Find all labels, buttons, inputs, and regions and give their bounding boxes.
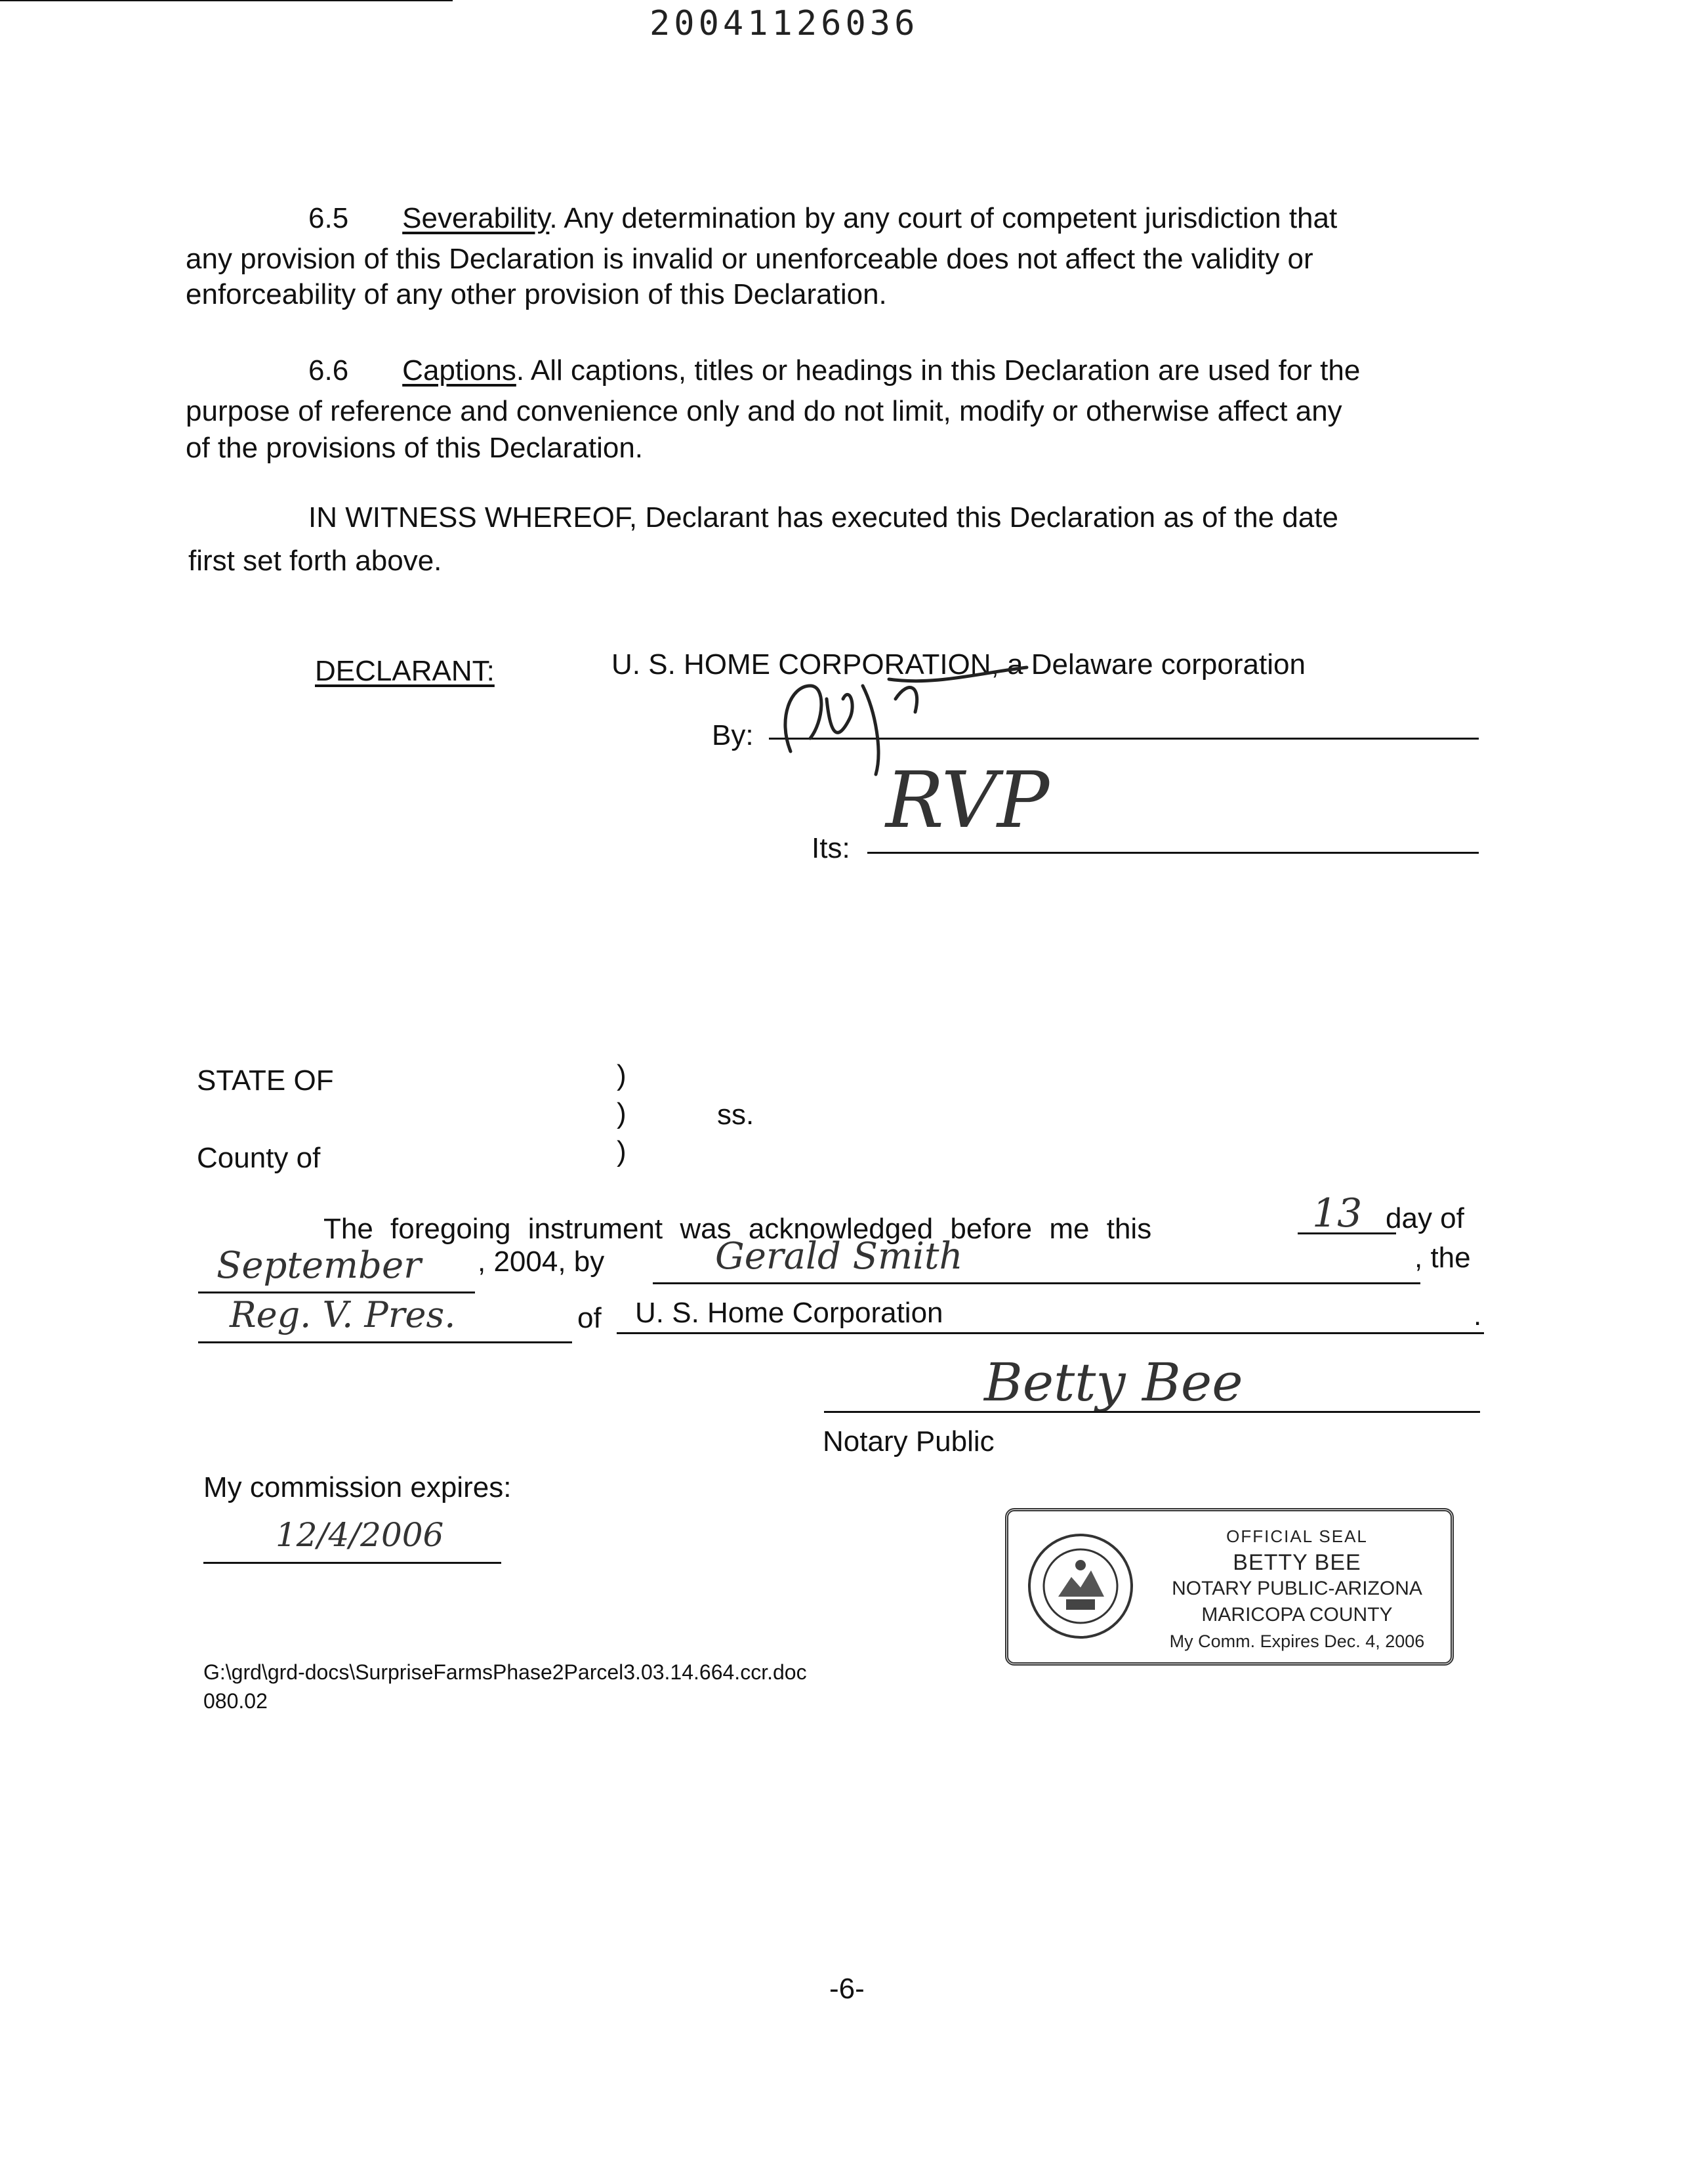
declarant-entity: U. S. HOME CORPORATION, a Delaware corporation	[611, 648, 1306, 681]
state-label: STATE OF	[197, 1064, 334, 1097]
month-line	[198, 1292, 475, 1293]
company-name: U. S. Home Corporation	[635, 1297, 943, 1329]
commission-date: 12/4/2006	[276, 1516, 444, 1554]
section-text-line: Any determination by any court of competent jurisdiction that	[564, 202, 1338, 234]
state-seal-icon	[1025, 1531, 1136, 1641]
ack-period: .	[1474, 1299, 1482, 1332]
ss-label: ss.	[717, 1099, 754, 1131]
commission-label: My commission expires:	[203, 1471, 512, 1503]
official-seal	[1005, 1508, 1454, 1666]
year-text: , 2004, by	[478, 1246, 605, 1278]
section-heading: Captions	[402, 354, 516, 387]
page-number: -6-	[829, 1973, 865, 2005]
top-edge-line	[0, 0, 453, 1]
seal-notary-state: NOTARY PUBLIC-ARIZONA	[1172, 1578, 1422, 1599]
its-signature-line	[867, 852, 1479, 854]
notary-label: Notary Public	[823, 1425, 995, 1458]
section-text-line: of the provisions of this Declaration.	[186, 432, 644, 464]
notary-signature: Betty Bee	[984, 1352, 1243, 1413]
section-text-line: purpose of reference and convenience only and do not limit, modify or otherwise affect any	[186, 395, 1342, 427]
commission-line	[203, 1562, 501, 1564]
its-handwritten-title: RVP	[886, 755, 1050, 845]
title-line	[198, 1341, 572, 1343]
witness-text-line: first set forth above.	[188, 545, 442, 577]
section-number: 6.5	[308, 202, 349, 234]
day-value: 13	[1312, 1190, 1363, 1236]
seal-title: OFFICIAL SEAL	[1226, 1526, 1368, 1546]
section-heading: Severability	[402, 202, 550, 234]
venue-paren: )	[617, 1059, 627, 1091]
section-number: 6.6	[308, 354, 349, 387]
footer-code: 080.02	[203, 1689, 268, 1713]
venue-paren: )	[617, 1135, 627, 1167]
month-value: September	[216, 1244, 421, 1287]
declarant-label: DECLARANT:	[315, 655, 495, 687]
of-text: of	[577, 1302, 602, 1334]
notary-signature-line	[824, 1411, 1480, 1413]
document-number: 20041126036	[649, 4, 919, 43]
by-label: By:	[712, 719, 754, 751]
title-value: Reg. V. Pres.	[230, 1294, 456, 1335]
seal-expiration: My Comm. Expires Dec. 4, 2006	[1169, 1631, 1425, 1651]
person-value: Gerald Smith	[715, 1235, 963, 1278]
section-text-line: All captions, titles or headings in this Declaration are used for the	[530, 354, 1361, 387]
seal-county: MARICOPA COUNTY	[1201, 1604, 1393, 1626]
seal-notary-name: BETTY BEE	[1233, 1550, 1361, 1575]
county-label: County of	[197, 1142, 321, 1174]
its-label: Its:	[812, 832, 850, 864]
day-of-text: day of	[1386, 1202, 1464, 1234]
section-text-line: any provision of this Declaration is invalid or unenforceable does not affect the validity or	[186, 243, 1313, 275]
witness-text-line: IN WITNESS WHEREOF, Declarant has executed this Declaration as of the date	[308, 501, 1338, 534]
venue-paren: )	[617, 1097, 627, 1129]
person-line	[653, 1282, 1420, 1284]
file-path: G:\grd\grd-docs\SurpriseFarmsPhase2Parcel3.03.14.664.ccr.doc	[203, 1660, 807, 1684]
section-text-line: enforceability of any other provision of this Declaration.	[186, 278, 887, 310]
ack-text-start: The foregoing instrument was acknowledged before me this	[323, 1213, 1152, 1245]
the-text: , the	[1414, 1242, 1471, 1274]
